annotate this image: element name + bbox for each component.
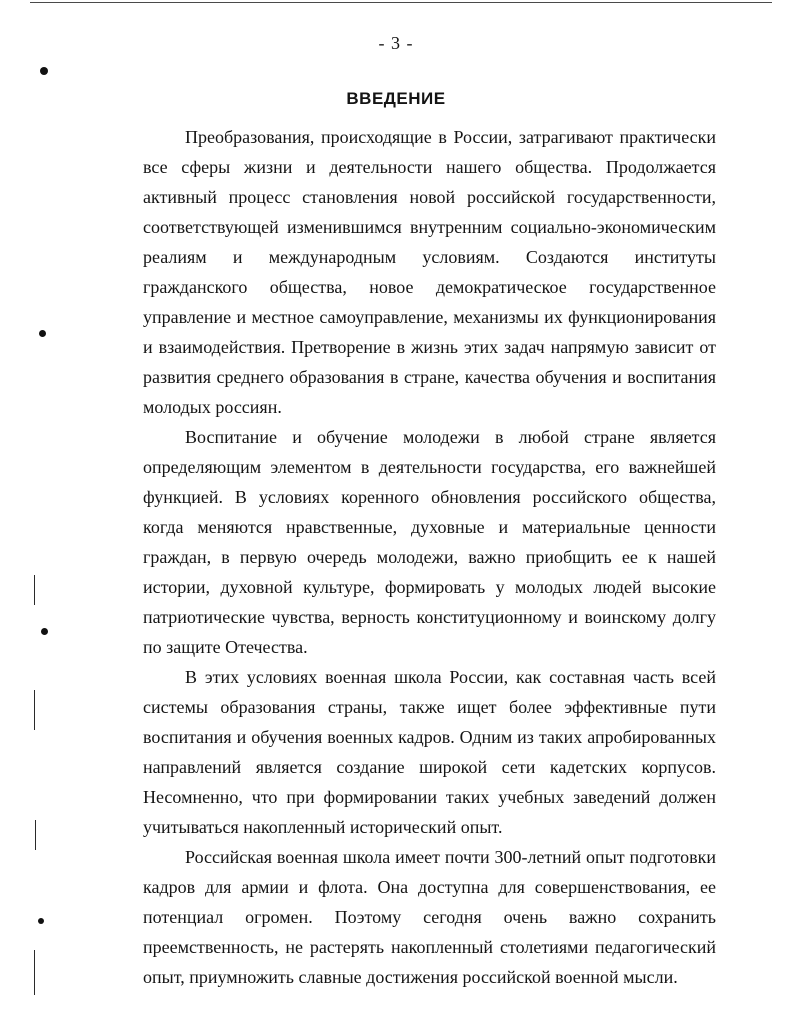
paragraph: В этих условиях военная школа России, как составная часть всей системы образования страны, также ищет более эффективные пути воспитания и обучения военных кадров. Одним из таких апробированных направлений является создание широкой сети кадетских корпусов. Несомненно, что при формировании таких учебных заведений должен учитываться накопленный исторический опыт. [143,667,716,837]
section-heading: ВВЕДЕНИЕ [346,89,446,108]
binder-hole-mark [38,918,44,924]
paragraph: Воспитание и обучение молодежи в любой стране является определяющим элементом в деятельности государства, его важнейшей функцией. В условиях коренного обновления российского общества, когда меняются нравственные, духовные и материальные ценности граждан, в первую очередь молодежи, важно приобщить ее к нашей истории, духовной культуре, формировать у молодых людей высокие патриотические чувства, верность конституционному и воинскому долгу по защите Отечества. [143,427,716,657]
paragraph: Преобразования, происходящие в России, затрагивают практически все сферы жизни и деятельности нашего общества. Продолжается активный процесс становления новой российской государственности, соответствующей изменившимся внутренним социально-экономическим реалиям и международным условиям. Создаются институты гражданского общества, новое демократическое государственное управление и местное самоуправление, механизмы их функционирования и взаимодействия. Претворение в жизнь этих задач напрямую зависит от развития среднего образования в стране, качества обучения и воспитания молодых россиян. [143,127,716,417]
page-number: - 3 - [378,33,414,53]
scan-edge-mark [34,950,35,995]
scan-edge-mark [35,820,36,850]
scan-edge-mark [34,690,35,730]
body-text [143,122,716,992]
scan-edge-mark [34,575,35,605]
binder-hole-mark [39,330,46,337]
binder-hole-mark [40,67,48,75]
binder-hole-mark [41,628,48,635]
paragraph: Российская военная школа имеет почти 300-летний опыт подготовки кадров для армии и флота. Она доступна для совершенствования, ее потенциал огромен. Поэтому сегодня очень важно сохранить преемственность, не растерять накопленный столетиями педагогический опыт, приумножить славные достижения российской военной мысли. [143,847,716,987]
scan-top-edge [30,2,772,3]
